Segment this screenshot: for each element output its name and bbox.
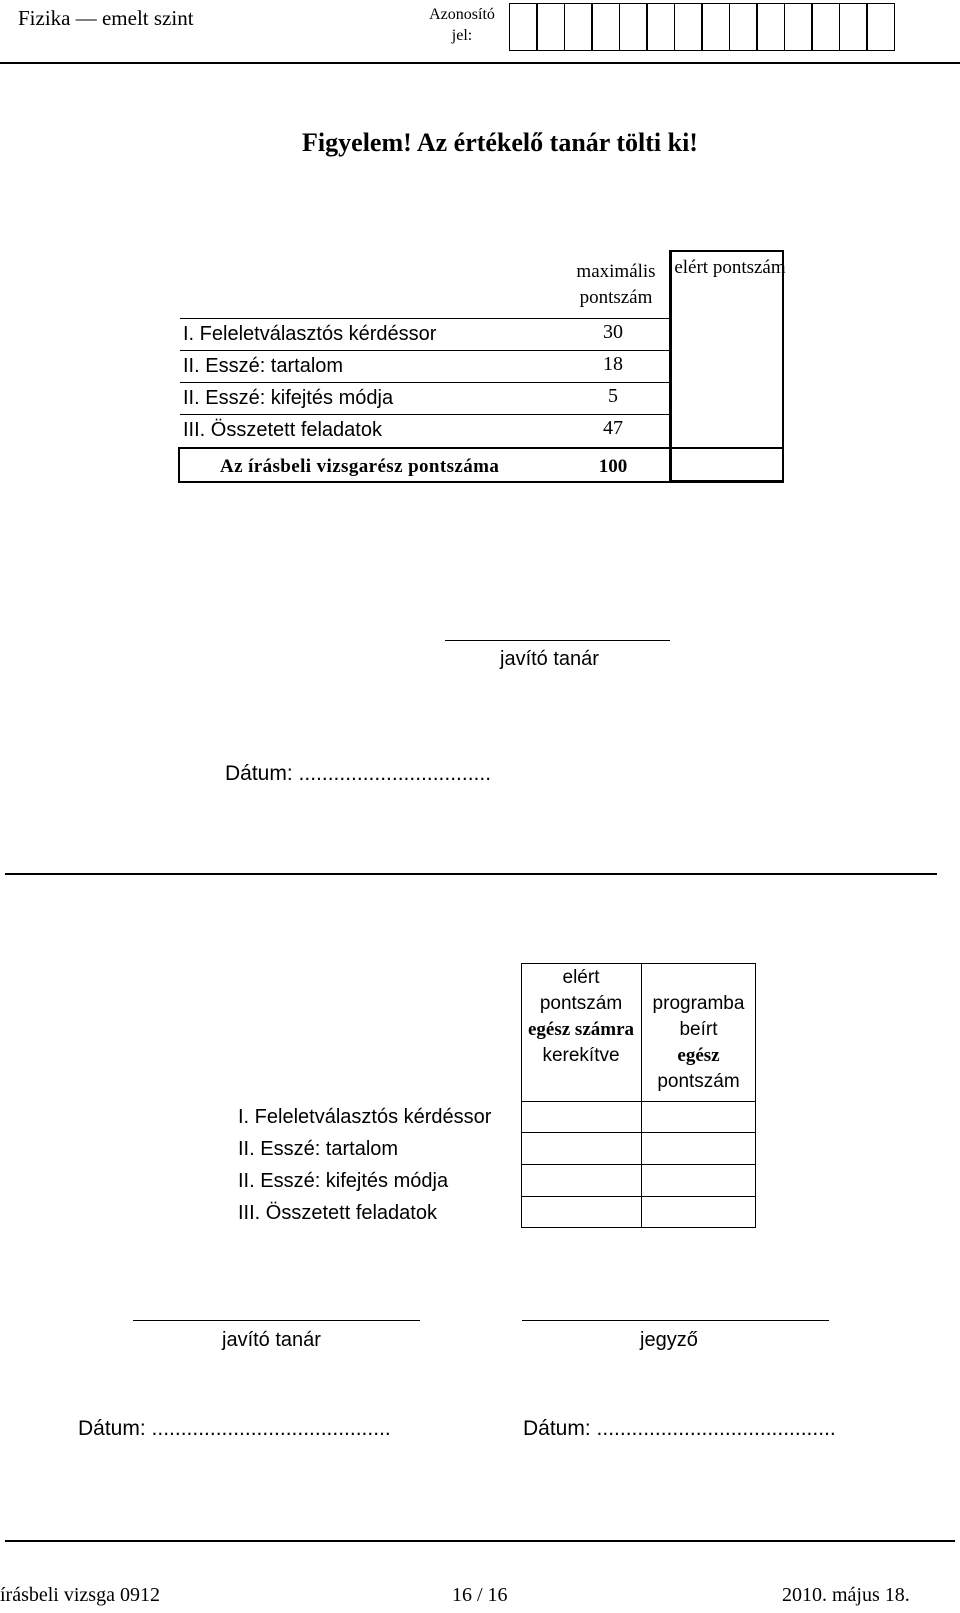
program-score-header-bold: egész xyxy=(677,1045,720,1066)
date-field[interactable]: Dátum: ................................. xyxy=(225,762,492,785)
program-score-header-post: pontszám xyxy=(657,1071,740,1092)
id-label: Azonosító jel: xyxy=(429,6,495,44)
table2-row-line xyxy=(521,1101,756,1102)
rounded-score-header-bold: egész számra xyxy=(527,1019,635,1040)
table2-row-label: II. Esszé: kifejtés módja xyxy=(238,1170,449,1192)
table2-row-label: I. Feleletválasztós kérdéssor xyxy=(238,1106,492,1128)
table2-row-label: III. Összetett feladatok xyxy=(238,1202,437,1224)
program-score-header xyxy=(641,991,756,1095)
teacher-signature-label: javító tanár xyxy=(222,1329,321,1351)
table1-row-max: 5 xyxy=(608,385,618,407)
notary-signature-line[interactable] xyxy=(522,1320,829,1321)
table1-row-max: 18 xyxy=(603,353,623,375)
id-digit-box[interactable] xyxy=(536,3,565,51)
rounded-score-header xyxy=(521,965,641,1069)
table2-row-line xyxy=(521,1196,756,1197)
id-digit-box[interactable] xyxy=(591,3,620,51)
attention-heading: Figyelem! Az értékelő tanár tölti ki! xyxy=(302,128,698,157)
program-score-header-pre: programba beírt xyxy=(652,993,745,1040)
table1-row-label: I. Feleletválasztós kérdéssor xyxy=(183,323,437,345)
table2-row-line xyxy=(521,1132,756,1133)
id-digit-box[interactable] xyxy=(674,3,703,51)
id-digit-box[interactable] xyxy=(784,3,813,51)
signature-label: javító tanár xyxy=(500,648,599,670)
signature-line[interactable] xyxy=(445,640,670,641)
header-rule xyxy=(0,62,960,64)
achieved-score-header: elért pontszám xyxy=(674,257,786,278)
table1-row-label: II. Esszé: kifejtés módja xyxy=(183,387,394,409)
rounded-score-header-pre: elért pontszám xyxy=(539,967,623,1014)
id-boxes xyxy=(510,3,895,51)
id-digit-box[interactable] xyxy=(839,3,868,51)
notary-date-field[interactable]: Dátum: ......................................... xyxy=(523,1417,836,1440)
id-digit-box[interactable] xyxy=(701,3,730,51)
table1-row-line xyxy=(180,382,670,383)
table1-row-label: III. Összetett feladatok xyxy=(183,419,382,441)
footer-exam-code: írásbeli vizsga 0912 xyxy=(0,1584,160,1606)
id-digit-box[interactable] xyxy=(564,3,593,51)
rounded-score-header-post: kerekítve xyxy=(542,1045,620,1066)
teacher-signature-line[interactable] xyxy=(133,1320,420,1321)
table2-row-label: II. Esszé: tartalom xyxy=(238,1138,399,1160)
teacher-date-field[interactable]: Dátum: ......................................... xyxy=(78,1417,391,1440)
footer-page-number: 16 / 16 xyxy=(452,1584,508,1606)
table1-row-line xyxy=(180,350,670,351)
id-digit-box[interactable] xyxy=(866,3,895,51)
id-digit-box[interactable] xyxy=(811,3,840,51)
section-rule xyxy=(5,873,937,875)
footer-date: 2010. május 18. xyxy=(782,1584,910,1606)
total-max: 100 xyxy=(598,456,628,477)
id-digit-box[interactable] xyxy=(509,3,538,51)
table1-row-max: 47 xyxy=(603,417,623,439)
table2-row-line xyxy=(521,1164,756,1165)
id-digit-box[interactable] xyxy=(729,3,758,51)
max-score-header: maximális pontszám xyxy=(576,261,656,308)
header-title: Fizika — emelt szint xyxy=(18,6,194,30)
table1-row-max: 30 xyxy=(603,321,623,343)
table1-row-line xyxy=(180,414,670,415)
id-digit-box[interactable] xyxy=(619,3,648,51)
id-digit-box[interactable] xyxy=(756,3,785,51)
footer-rule xyxy=(5,1540,955,1542)
table1-row-line xyxy=(180,318,670,319)
total-label: Az írásbeli vizsgarész pontszáma xyxy=(220,456,500,477)
notary-signature-label: jegyző xyxy=(640,1329,698,1351)
table1-row-label: II. Esszé: tartalom xyxy=(183,355,344,377)
id-digit-box[interactable] xyxy=(646,3,675,51)
